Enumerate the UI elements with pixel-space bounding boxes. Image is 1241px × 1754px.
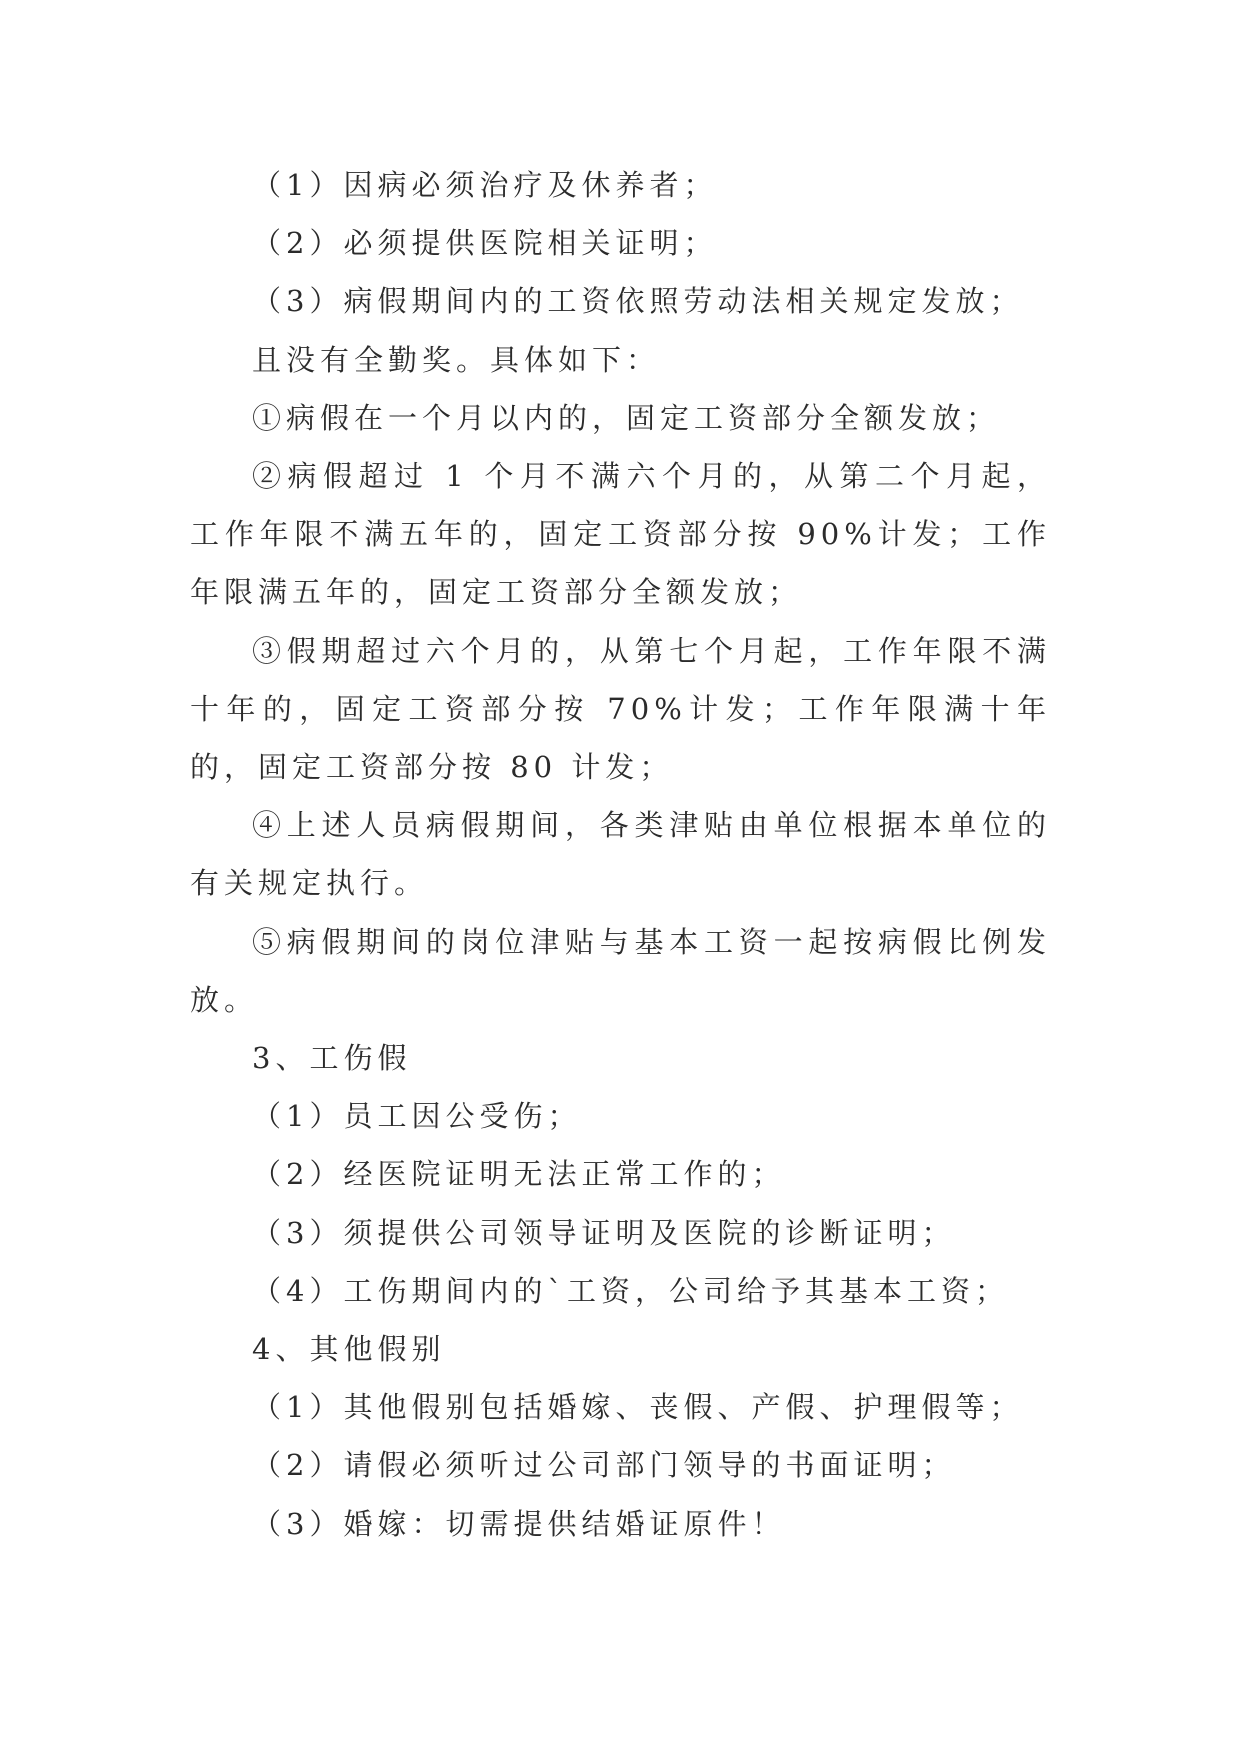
paragraph-sick-leave-rule-3: ③假期超过六个月的，从第七个月起，工作年限不满十年的，固定工资部分按 70%计发；工作年限满十年的，固定工资部分按 80 计发； [190,633,1051,785]
paragraph-other-leave-2: （2）请假必须听过公司部门领导的书面证明； [252,1448,956,1483]
paragraph-sick-leave-condition-2: （2）必须提供医院相关证明； [252,226,718,261]
paragraph-sick-leave-rule-2: ②病假超过 1 个月不满六个月的，从第二个月起，工作年限不满五年的，固定工资部分按 90%计发；工作年限满五年的，固定工资部分全额发放； [190,459,1051,610]
paragraph-sick-leave-rule-4: ④上述人员病假期间，各类津贴由单位根据本单位的有关规定执行。 [190,808,1051,901]
paragraph-injury-leave-1: （1）员工因公受伤； [252,1099,582,1134]
paragraph-injury-leave-4: （4）工伤期间内的`工资，公司给予其基本工资； [252,1273,1009,1308]
document-body [190,156,1051,1553]
section-heading-injury-leave: 3、工伤假 [252,1041,412,1076]
paragraph-injury-leave-3: （3）须提供公司领导证明及医院的诊断证明； [252,1215,956,1250]
paragraph-other-leave-1: （1）其他假别包括婚嫁、丧假、产假、护理假等； [252,1390,1024,1425]
paragraph-sick-leave-rule-5: ⑤病假期间的岗位津贴与基本工资一起按病假比例发放。 [190,924,1051,1017]
paragraph-no-attendance-bonus: 且没有全勤奖。具体如下： [252,342,661,377]
paragraph-sick-leave-condition-3: （3）病假期间内的工资依照劳动法相关规定发放； [252,284,1024,319]
section-heading-other-leave: 4、其他假别 [252,1332,446,1367]
paragraph-other-leave-3: （3）婚嫁：切需提供结婚证原件！ [252,1506,786,1541]
paragraph-sick-leave-condition-1: （1）因病必须治疗及休养者； [252,168,718,202]
paragraph-injury-leave-2: （2）经医院证明无法正常工作的； [252,1157,786,1192]
paragraph-sick-leave-rule-1: ①病假在一个月以内的，固定工资部分全额发放； [252,400,1001,435]
